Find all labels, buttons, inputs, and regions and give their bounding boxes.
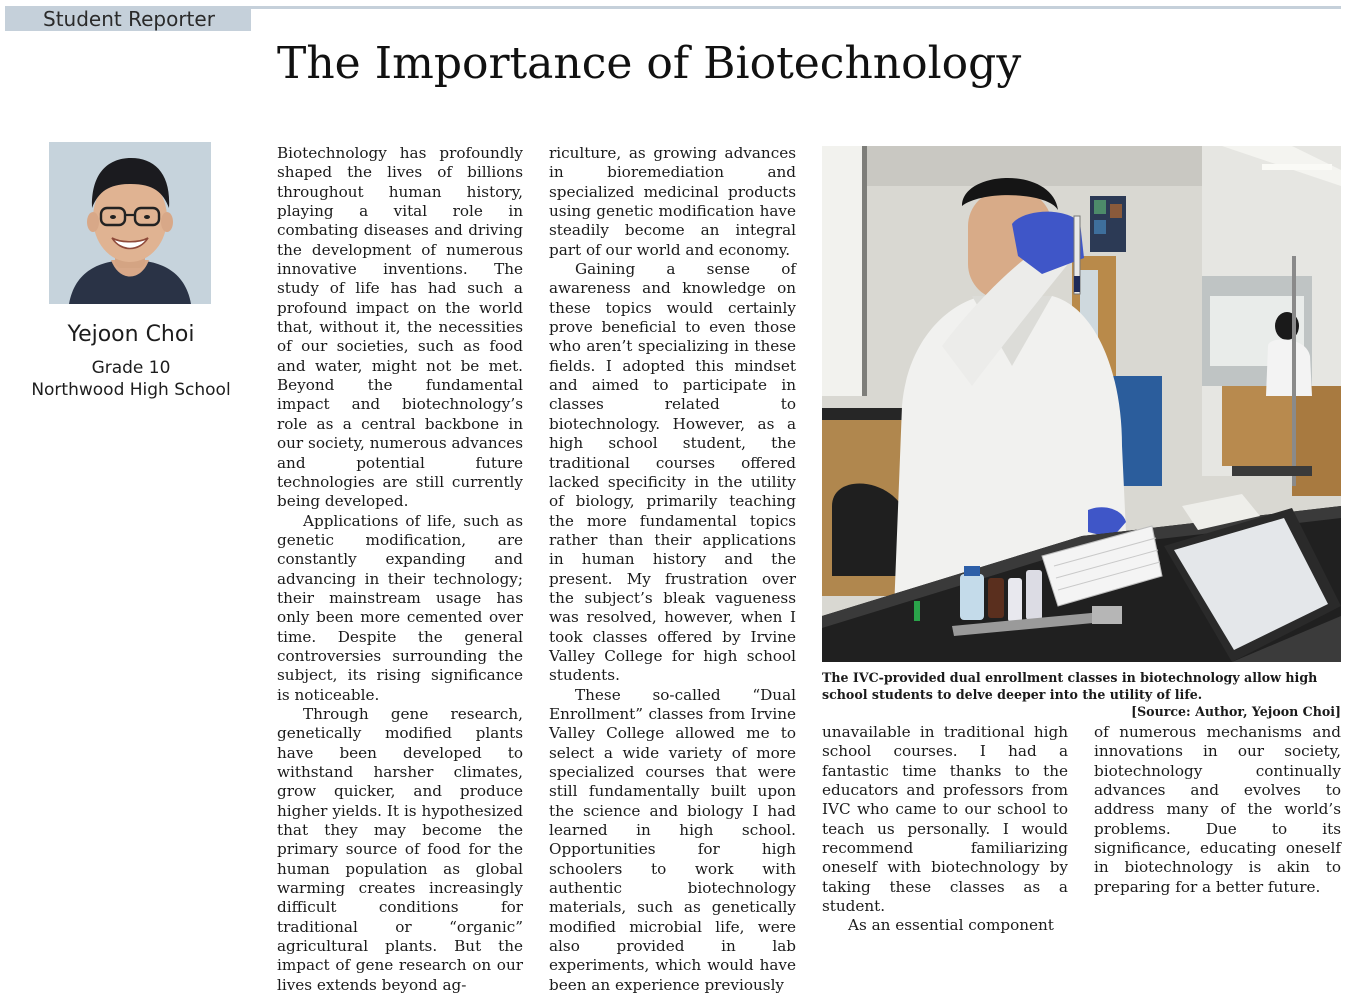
author-portrait-image — [49, 142, 211, 304]
paragraph: unavailable in traditional high school courses. I had a fantastic time thanks to the educators and professors from IVC who came to our school to teach us personally. I would recommend familiarizing oneself with biotechnology by taking these classes as a student. — [822, 723, 1068, 916]
paragraph: Gaining a sense of awareness and knowledge on these topics would certainly prove beneficial to even those who aren’t specializing in these fields. I adopted this mindset and aimed to participate in classes related to biotechnology. However, as a high school student, the traditional courses offered lacked specificity in the utility of biology, primarily teaching the more fundamental topics rather than their applications in human history and the present. My frustration over the subject’s bleak vagueness was resolved, however, when I took classes offered by Irvine Valley College for high school students. — [549, 260, 796, 685]
section-label: Student Reporter — [43, 7, 215, 31]
article-column-4 — [1094, 723, 1341, 900]
paragraph: of numerous mechanisms and innovations in our society, biotechnology continually advances and evolves to address many of the world’s problems. Due to its significance, educating oneself in biotechnology is akin to preparing for a better future. — [1094, 723, 1341, 896]
section-tag — [5, 6, 251, 31]
paragraph: riculture, as growing advances in bioremediation and specialized medicinal products using genetic modification have steadily become an integral part of our world and economy. — [549, 144, 796, 259]
paragraph: These so-called “Dual Enrollment” classes from Irvine Valley College allowed me to select a wide variety of more specialized courses that were still fundamentally built upon the science and biology I had learned in high school. Opportunities for high schoolers to work with authentic biotechnology materials, such as genetically modified microbial life, were also provided in lab experiments, which would have been an experience previously — [549, 685, 796, 994]
caption-source: [Source: Author, Yejoon Choi] — [1131, 704, 1341, 719]
article-column-2 — [549, 144, 796, 994]
article-photo — [822, 146, 1341, 662]
paragraph: Biotechnology has profoundly shaped the lives of billions throughout human history, playing a vital role in combating diseases and driving the development of numerous innovative inventions. The study of life has had such a profound impact on the world that, without it, the necessities of our societies, such as food and water, might not be met. Beyond the fundamental impact and biotechnology’s role as a central backbone in our society, numerous advances and potential future technologies are still currently being developed. — [277, 144, 523, 511]
author-school: Northwood High School — [31, 380, 231, 400]
paragraph: As an essential component — [848, 916, 1054, 935]
author-avatar — [49, 142, 211, 304]
caption-text: The IVC-provided dual enrollment classes in biotechnology allow high school students to delve deeper into the utility of life. — [822, 670, 1318, 702]
article-column-1 — [277, 144, 523, 994]
article-column-3 — [822, 723, 1068, 935]
author-name: Yejoon Choi — [67, 322, 195, 347]
author-grade: Grade 10 — [91, 358, 171, 378]
lab-photo-image — [822, 146, 1341, 662]
photo-caption — [822, 669, 1341, 720]
paragraph: Through gene research, genetically modified plants have been developed to withstand harsher climates, grow quicker, and produce higher yields. It is hypothesized that they may become the primary source of food for the human population as global warming creates increasingly difficult conditions for traditional or “organic” agricultural plants. But the impact of gene research on our lives extends beyond ag- — [277, 704, 523, 994]
article-headline: The Importance of Biotechnology — [277, 38, 1022, 89]
paragraph: Applications of life, such as genetic modification, are constantly expanding and advancing in their technology; their mainstream usage has only been more cemented over time. Despite the general controversies surrounding the subject, its rising significance is noticeable. — [277, 511, 523, 704]
